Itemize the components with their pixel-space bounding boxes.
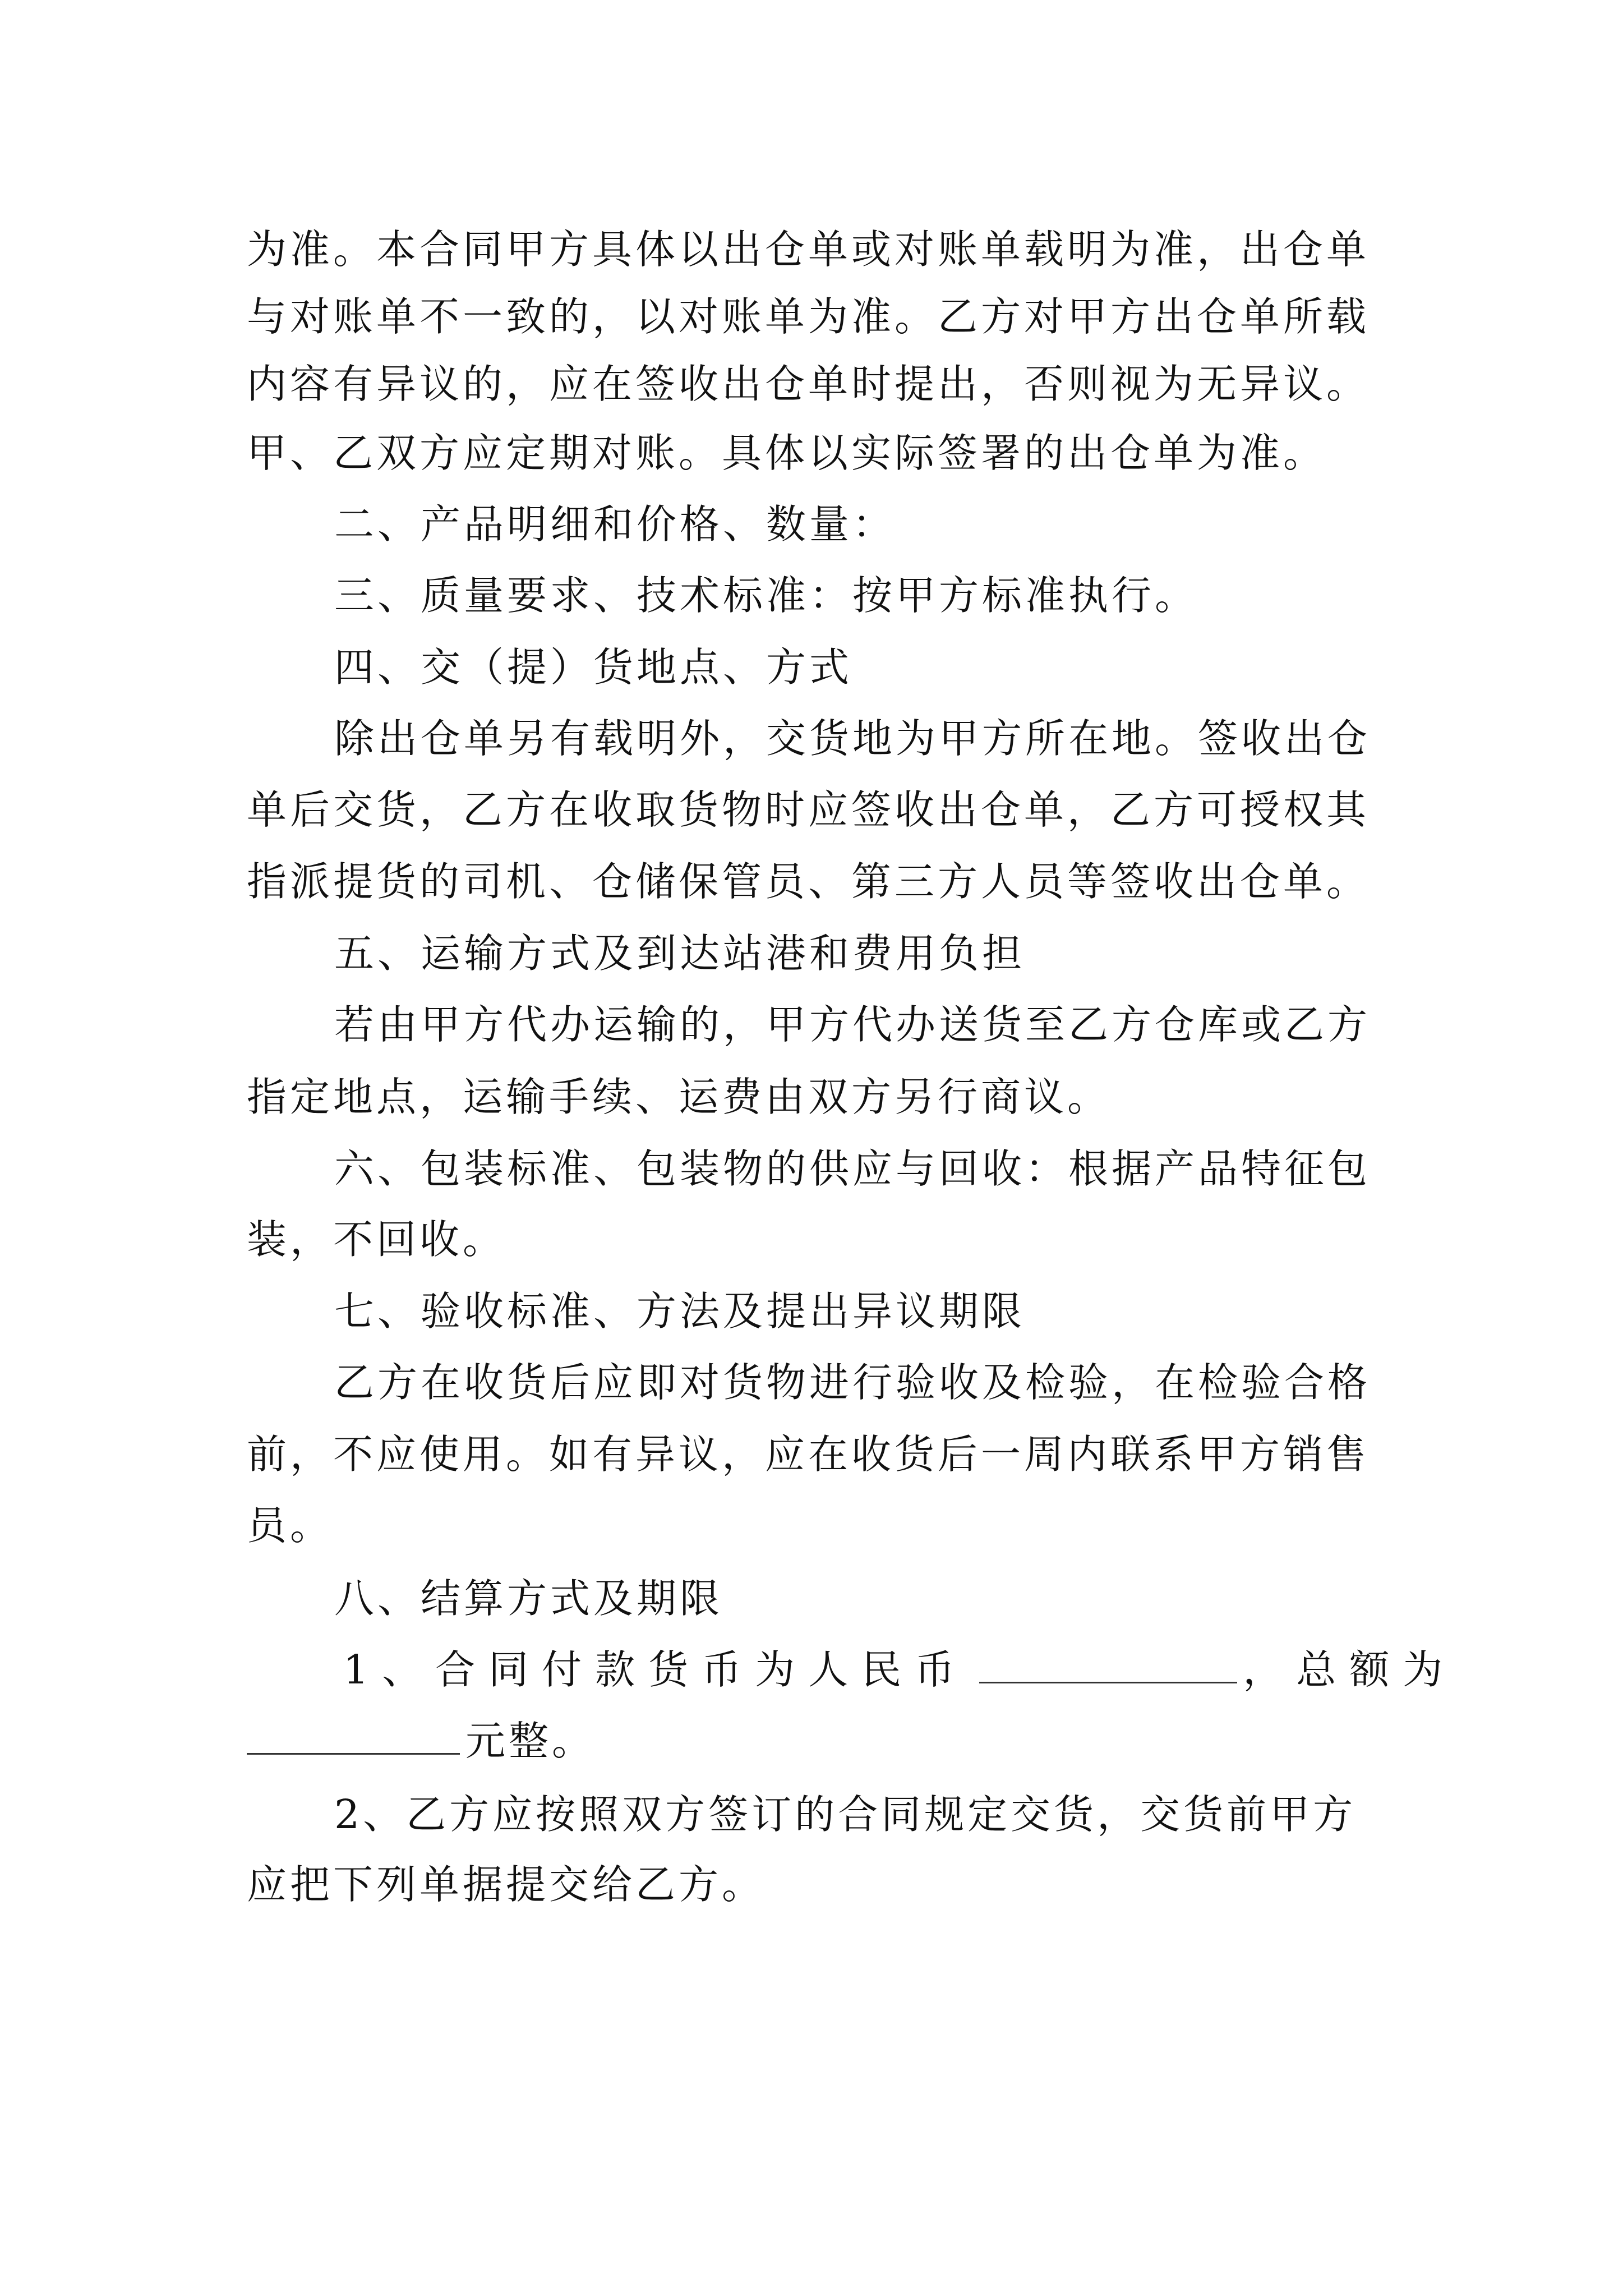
paragraph-line: 2、乙方应按照双方签订的合同规定交货，交货前甲方 [334, 1791, 1357, 1838]
paragraph-line: 与对账单不一致的，以对账单为准。乙方对甲方出仓单所载 [247, 293, 1370, 340]
section-heading-7: 七、验收标准、方法及提出异议期限 [334, 1288, 1026, 1335]
section-heading-3: 三、质量要求、技术标准：按甲方标准执行。 [334, 572, 1198, 619]
payment-clause-prefix: 1、合同付款货币为人民币 [343, 1646, 969, 1693]
paragraph-line: 装，不回收。 [247, 1216, 506, 1263]
paragraph-line: 除出仓单另有载明外，交货地为甲方所在地。签收出仓 [334, 715, 1371, 762]
paragraph-line: 前，不应使用。如有异议，应在收货后一周内联系甲方销售 [247, 1431, 1370, 1478]
payment-clause-suffix: 元整。 [465, 1718, 596, 1764]
paragraph-line: 若由甲方代办运输的，甲方代办送货至乙方仓库或乙方 [334, 1001, 1371, 1048]
paragraph-line: 乙方在收货后应即对货物进行验收及检验，在检验合格 [334, 1359, 1371, 1406]
paragraph-line: 甲、乙双方应定期对账。具体以实际签署的出仓单为准。 [247, 430, 1327, 476]
paragraph-line: 员。 [247, 1502, 334, 1549]
section-heading-6: 六、包装标准、包装物的供应与回收：根据产品特征包 [334, 1145, 1371, 1192]
payment-clause-line-1 [343, 1636, 1456, 1704]
paragraph-line: 指派提货的司机、仓储保管员、第三方人员等签收出仓单。 [247, 858, 1370, 905]
paragraph-line: 为准。本合同甲方具体以出仓单或对账单载明为准，出仓单 [247, 226, 1370, 273]
section-heading-5: 五、运输方式及到达站港和费用负担 [334, 930, 1026, 977]
amount-blank [247, 1719, 460, 1755]
payment-clause-middle: ，总额为 [1243, 1646, 1456, 1693]
section-heading-4: 四、交（提）货地点、方式 [334, 644, 853, 691]
paragraph-line: 单后交货，乙方在收取货物时应签收出仓单，乙方可授权其 [247, 786, 1370, 833]
paragraph-line: 应把下列单据提交给乙方。 [247, 1861, 766, 1908]
payment-clause-line-2 [247, 1708, 1391, 1775]
paragraph-line: 指定地点，运输手续、运费由双方另行商议。 [247, 1074, 1111, 1120]
section-heading-2: 二、产品明细和价格、数量： [334, 501, 896, 547]
section-heading-8: 八、结算方式及期限 [334, 1575, 723, 1622]
paragraph-line: 内容有异议的，应在签收出仓单时提出，否则视为无异议。 [247, 361, 1370, 407]
currency-blank [979, 1648, 1237, 1683]
